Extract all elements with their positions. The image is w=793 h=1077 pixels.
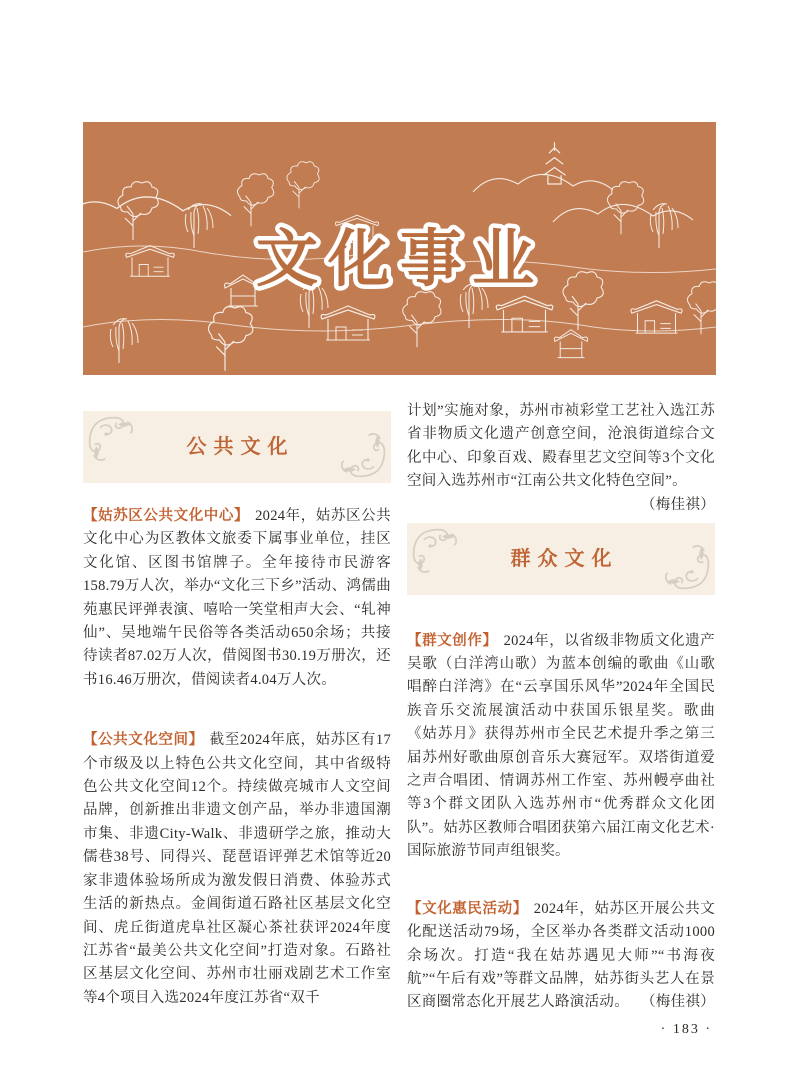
article-continuation [407, 400, 715, 513]
entry-heading: 【群文创作】 [407, 632, 498, 649]
left-column [83, 411, 391, 1010]
entry-heading: 【文化惠民活动】 [407, 900, 528, 917]
page-number: · 183 · [660, 1022, 712, 1037]
author-attribution: （梅佳祺） [641, 496, 715, 513]
corner-flourish-icon [335, 427, 387, 479]
chapter-banner [83, 122, 716, 375]
right-column [407, 400, 715, 1015]
article-public-culture-center [83, 505, 391, 692]
entry-heading: 【公共文化空间】 [83, 732, 204, 749]
entry-body: 2024年，姑苏区开展公共文化配送活动79场，全区举办各类群文活动1000余场次。打造“我在姑苏遇见大师”“书海夜航”“午后有戏”等群文品牌，姑苏街头艺人在景区商圈常态化开展艺人路演活动。 [407, 900, 715, 1011]
entry-heading: 【姑苏区公共文化中心】 [83, 508, 250, 524]
entry-body: 2024年，姑苏区公共文化中心为区教体文旅委下属事业单位，挂区文化馆、区图书馆牌子。全年接待市民游客158.79万人次，举办“文化三下乡”活动、鸿儒曲苑惠民评弹表演、嘻哈一笑堂相声大会、“轧神仙”、吴地端午民俗等各类活动650余场；共接待读者87.02万人次，借阅图书30.19万册次，还书16.46万册次，借阅读者4.04万人次。 [83, 508, 391, 688]
corner-flourish-icon [87, 415, 139, 467]
corner-flourish-icon [659, 539, 711, 591]
corner-flourish-icon [411, 527, 463, 579]
section-header-public-culture [83, 411, 391, 483]
svg-text:文化事业: 文化事业 [255, 225, 545, 294]
section-title: 公共文化 [186, 436, 295, 458]
article-culture-benefit [407, 898, 715, 1015]
chapter-title [83, 122, 716, 375]
author-attribution: （梅佳祺） [641, 994, 715, 1011]
entry-body: 截至2024年底，姑苏区有17个市级及以上特色公共文化空间，其中省级特色公共文化空间12个。持续做亮城市人文空间品牌，创新推出非遗文创产品，举办非遗国潮市集、非遗City-Walk、非遗研学之旅，推动大儒巷38号、同得兴、琵琶语评弹艺术馆等近20家非遗体验场所成为激发假日消费、体验苏式生活的新热点。金阊街道石路社区基层文化空间、虎丘街道虎阜社区凝心茶社获评2024年度江苏省“最美公共文化空间”打造对象。石路社区基层文化空间、苏州市壮丽戏剧艺术工作室等4个项目入选2024年度江苏省“双千 [83, 732, 392, 1006]
section-title: 群众文化 [510, 547, 619, 570]
article-public-culture-space [83, 729, 391, 1010]
section-header-mass-culture [407, 523, 715, 595]
article-mass-creation [407, 630, 715, 864]
entry-body: 2024年，以省级非物质文化遗产吴歌（白洋湾山歌）为蓝本创编的歌曲《山歌唱醉白洋湾》在“云享国乐风华”2024年全国民族音乐交流展演活动中获国乐银星奖。歌曲《姑苏月》获得苏州市全民艺术提升季之第三届苏州好歌曲原创音乐大赛冠军。双塔街道爱之声合唱团、情调苏州工作室、苏州幔亭曲社等3个群文团队入选苏州市“优秀群众文化团队”。姑苏区教师合唱团获第六届江南文化艺术·国际旅游节同声组银奖。 [407, 632, 715, 860]
entry-body: 计划”实施对象，苏州市祯彩堂工艺社入选江苏省非物质文化遗产创意空间，沧浪街道综合文化中心、印象百戏、殿春里艺文空间等3个文化空间入选苏州市“江南公共文化特色空间”。 [407, 403, 715, 490]
